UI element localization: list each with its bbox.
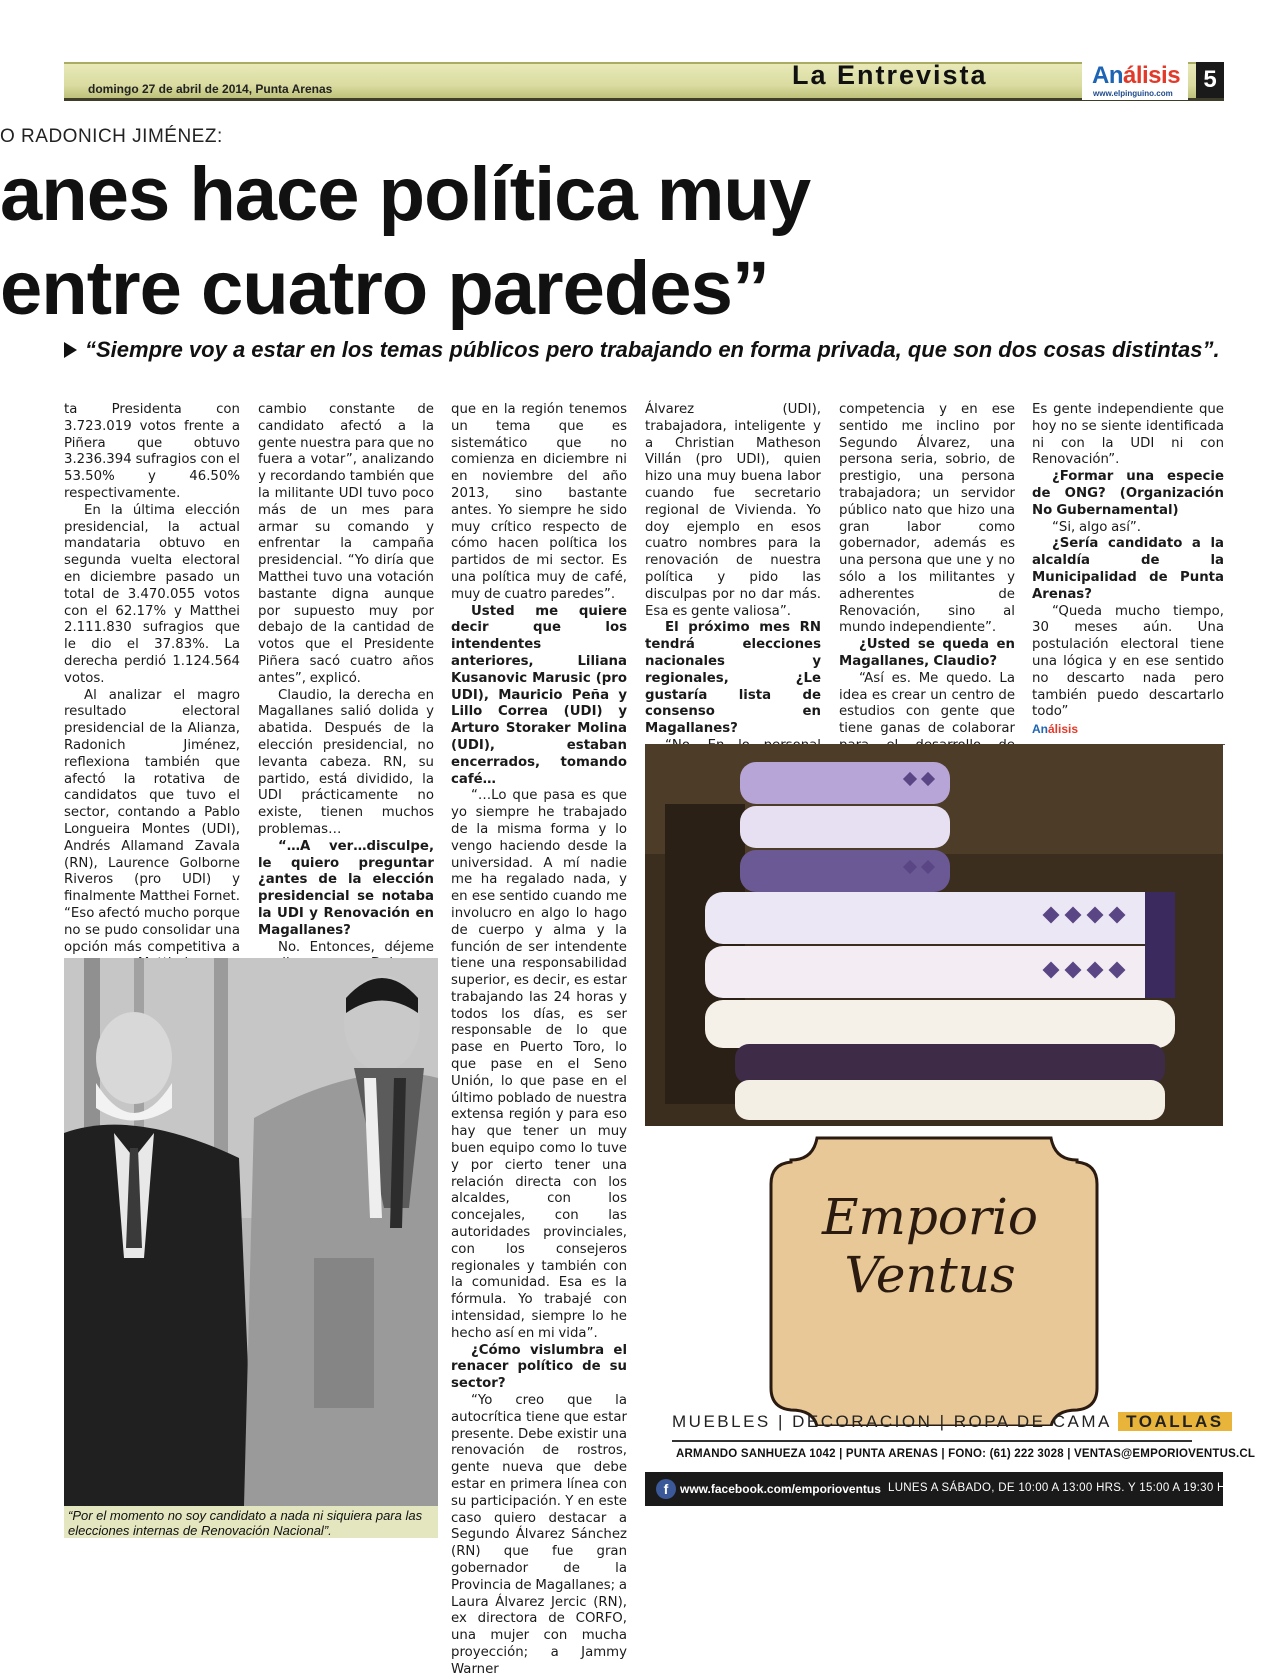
play-triangle-icon	[64, 342, 77, 358]
ad-categories	[672, 1412, 1224, 1432]
paragraph: Es gente independiente que hoy no se siente identificada ni con la UDI ni con Renovación”.	[1032, 402, 1224, 468]
paragraph: “…Lo que pasa es que yo siempre he trabajado de la misma forma y lo vengo haciendo desde la universidad. A mí nadie me ha regalado nada, y en ese sentido cuando me involucro en algo lo hago de cuerpo y alma y la función de ser intendente tiene una responsabilidad superior, es decir, es estar trabajando las 24 horas y todos los días, es ser responsable de lo que pase en Puerto Toro, lo que pase en el Seno Unión, lo que pase en el último poblado de nuestra extensa región y para eso hay que tener un muy buen equipo como lo tuve y por cierto tener una relación directa con los alcaldes, con los concejales, con las autoridades provinciales, con los consejeros regionales y también con la comunidad. Esa es la fórmula. Yo trabajé con intensidad, siempre lo he hecho así en mi vida”.	[451, 788, 627, 1341]
paragraph: No. Entonces, déjeme	[278, 939, 434, 955]
interview-question: El próximo mes RN tendrá elecciones nacionales y regionales, ¿Le gustaría lista de consenso en Magallanes?	[645, 620, 821, 737]
article-column-2	[258, 402, 434, 990]
paragraph: cambio constante de candidato afectó a la gente nuestra para que no fuera a votar”, analizando y recordando también que la militante UDI tuvo poco más de un mes para armar su comando y enfrentar la campaña presidencial. “Yo diría que Matthei tuvo una votación bastante digna aunque por supuesto muy por debajo de la cantidad de votos que el Presidente Piñera sacó cuatro años antes”, explicó.	[258, 402, 434, 686]
header-rule	[64, 98, 1224, 101]
paragraph: Álvarez (UDI), trabajadora, inteligente y a Christian Matheson Villán (pro UDI), quien hizo una muy buena labor cuando fue secretario regional de Vivienda. Yo doy ejemplo en esos cuatro nombres para la renovación de nuestra política y pido las disculpas por no dar más. Esa es gente valiosa”.	[645, 402, 821, 619]
page-number: 5	[1196, 62, 1224, 98]
ad-rule	[672, 1440, 1192, 1442]
interview-question: ¿Formar una especie de ONG? (Organización No Gubernamental)	[1032, 469, 1224, 518]
end-mark-a: An	[1032, 722, 1048, 737]
ad-tag-towels: TOALLAS	[1118, 1412, 1231, 1431]
towels-illustration	[645, 744, 1223, 1126]
article-photo	[64, 958, 438, 1506]
headline-line-2: entre cuatro paredes”	[0, 246, 769, 331]
paragraph: que en la región tenemos un tema que es sistemático que no comienza en diciembre ni en noviembre del año 2013, sino bastante antes. Yo siempre he sido muy crítico respecto de cómo hacen política los partidos de mi sector. Es una política muy de café, muy de cuatro paredes”.	[451, 402, 627, 602]
article-kicker: O RADONICH JIMÉNEZ:	[0, 126, 223, 147]
paragraph: Al analizar el magro resultado electoral presidencial de la Alianza, Radonich Jiménez, reflexiona también que afectó la rotativa de candidatos que tuvo el sector, contando a Pablo Longueira Montes (UDI), Andrés Allamand Zavala (RN), Laurence Golborne Riveros (pro UDI) y finalmente Matthei Fornet. “Eso afectó mucho porque no se pudo consolidar una opción más competitiva a	[64, 687, 240, 955]
paragraph: “Así es. Me quedo. La idea es crear un centro de estudios con gente que tiene ganas de colaborar	[839, 670, 1015, 737]
ad-hours: LUNES A SÁBADO, DE 10:00 A 13:00 HRS. Y 15:00 A 19:30 HRS.	[888, 1482, 1246, 1494]
article-column-1	[64, 402, 240, 1007]
brand-logo	[1092, 62, 1180, 90]
article-column-3	[451, 402, 627, 1679]
paragraph: competencia y en ese sentido me inclino por Segundo Álvarez, una persona seria, sobrio, de prestigio, una persona trabajadora; un servidor público nato que hizo una gran labor como gobernador, además es una persona que une y no sólo a los militantes y adherentes de Renovación, sino al mundo independiente”.	[839, 402, 1015, 636]
ad-brand-line-2: Ventus	[844, 1246, 1016, 1304]
article-column-4	[645, 402, 821, 772]
photo-illustration	[64, 958, 438, 1506]
paragraph: “Si, algo así”.	[1052, 519, 1142, 535]
article-column-5	[839, 402, 1015, 772]
header-date: domingo 27 de abril de 2014, Punta Arenas	[88, 82, 333, 96]
article-column-6	[1032, 402, 1224, 738]
paragraph: “Yo creo que la autocrítica tiene que estar presente. Debe existir una renovación de rostros, gente nueva que debe estar en primera línea con su participación. Y en este caso quiero destacar a Segundo Álvarez Sánchez (RN) que fue gran gobernador de la Provincia de Magallanes; a Laura Álvarez Jercic (RN), ex directora de CORFO, una mujer con mucha proyección; a Jammy Warner	[451, 1393, 627, 1677]
ad-brand-line-1: Emporio	[821, 1188, 1038, 1246]
paragraph: “Queda mucho tiempo, 30 meses aún. Una postulación electoral tiene una lógica y en ese sentido no descarto nada pero también puedo descartarlo todo”	[1032, 603, 1224, 720]
ad-brand-name	[760, 1188, 1100, 1304]
article-headline	[0, 148, 1270, 336]
ad-photo-towels	[645, 744, 1223, 1126]
ad-contact: ARMANDO SANHUEZA 1042 | PUNTA ARENAS | FONO: (61) 222 3028 | VENTAS@EMPORIOVENTUS.CL	[676, 1448, 1256, 1460]
interview-question: ¿Sería candidato a la alcaldía de la Municipalidad de Punta Arenas?	[1032, 536, 1224, 602]
brand-logo-b: álisis	[1123, 62, 1181, 89]
interview-question: ¿Cómo vislumbra el renacer político de su sector?	[451, 1342, 627, 1392]
section-title: La Entrevista	[792, 60, 988, 90]
ad-categories-text: MUEBLES | DECORACION | ROPA DE CAMA	[672, 1412, 1111, 1431]
article-subhead	[64, 336, 1224, 364]
facebook-icon: f	[656, 1479, 676, 1499]
paragraph: Claudio, la derecha en Magallanes salió dolida y abatida. Después de la elección presidencial, no levanta cabeza. RN, su partido, está dividido, la UDI prácticamente no existe, tienen muchos problemas…	[258, 687, 434, 837]
photo-caption: “Por el momento no soy candidato a nada ni siquiera para las elecciones internas de Renovación Nacional”.	[64, 1506, 438, 1538]
interview-question: “…A ver…disculpe, le quiero preguntar ¿antes de la elección presidencial se notaba la UDI y Renovación en Magallanes?	[258, 838, 434, 938]
end-mark-b: álisis	[1048, 722, 1079, 737]
brand-url: www.elpinguino.com	[1093, 89, 1173, 98]
interview-question: ¿Usted se queda en Magallanes, Claudio?	[839, 637, 1015, 669]
end-mark-logo	[1032, 721, 1224, 738]
ad-facebook-link[interactable]: www.facebook.com/emporioventus	[680, 1482, 881, 1496]
headline-line-1: anes hace política muy	[0, 152, 811, 237]
paragraph: En la última elección presidencial, la actual mandataria obtuvo en segunda vuelta electoral en diciembre pasado un total de 3.470.055 votos con el 62.17% y Matthei 2.111.830 sufragios que le dio el 37.83%. La derecha perdió 1.124.564 votos.	[64, 502, 240, 686]
paragraph: ta Presidenta con 3.723.019 votos frente a Piñera que obtuvo 3.236.394 sufragios con el 53.50% y 46.50% respectivamente.	[64, 402, 240, 501]
subhead-text: “Siempre voy a estar en los temas públicos pero trabajando en forma privada, que son dos cosas distintas”.	[85, 337, 1220, 362]
interview-question: Usted me quiere decir que los intendentes anteriores, Liliana Kusanovic Marusic (pro UDI), Mauricio Peña y Lillo Correa (UDI) y Arturo Storaker Molina (UDI), estaban encerrados, tomando café…	[451, 603, 627, 787]
brand-logo-a: An	[1092, 62, 1123, 89]
